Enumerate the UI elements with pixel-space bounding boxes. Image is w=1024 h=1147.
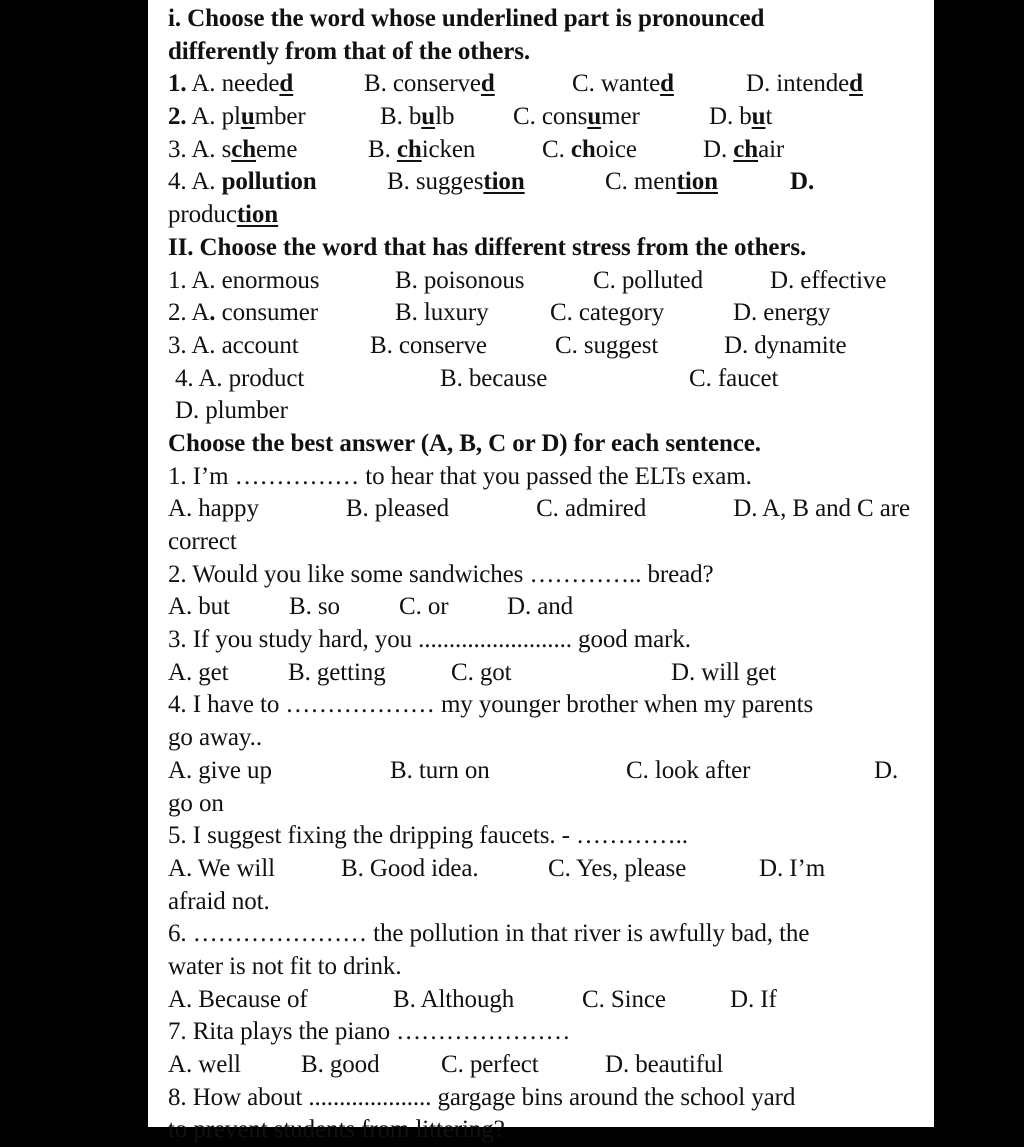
underlined-part: ch [733, 135, 759, 163]
stem-text: 1. I’m …………… to hear that you passed the ELTs exam. [168, 462, 752, 490]
option-c: C. got [451, 658, 512, 686]
option-d: D. intende [746, 70, 850, 98]
option-d-cont: correct [168, 528, 237, 555]
option-b: B. conserve [370, 331, 487, 359]
bold-part: . [209, 299, 216, 327]
question-stem-cont [168, 1114, 918, 1147]
option-b: B. poisonous [395, 266, 525, 294]
option-d-cont: produc [168, 201, 237, 229]
stem-text: 4. I have to ……………… my younger brother when my parents [168, 691, 814, 719]
option-text: lb [435, 103, 455, 131]
question-stem [168, 559, 918, 592]
options-row [168, 1049, 918, 1082]
underlined-part: tion [236, 201, 279, 229]
option-c: C. admired [536, 495, 647, 523]
option-a: A. We will [168, 854, 275, 882]
question-stem [168, 689, 918, 722]
option-c: C. men [605, 168, 677, 196]
option-c: C. suggest [555, 331, 659, 359]
option-c: C. cons [513, 103, 588, 131]
option-a: 1. A. enormous [168, 266, 320, 294]
options-row [168, 493, 918, 526]
option-text: eme [256, 135, 298, 163]
option-c: C. perfect [441, 1051, 539, 1078]
stem-text: 6. ………………… the pollution in that river is awfully bad, the [168, 920, 810, 948]
underlined-part: d [849, 70, 863, 98]
options-row [168, 755, 918, 788]
option-text: consumer [215, 299, 318, 327]
option-c: C. wante [572, 70, 661, 98]
section-iii-heading [168, 428, 918, 461]
option-b: B. good [301, 1051, 380, 1078]
heading-text: Choose the best answer (A, B, C or D) for each sentence. [168, 429, 761, 457]
option-d: D. If [730, 985, 777, 1013]
option-b: B. sugges [387, 168, 484, 196]
option-c: C. polluted [593, 266, 704, 294]
question-row-cont [168, 395, 918, 428]
underlined-part: d [279, 70, 294, 98]
option-c: C. faucet [689, 364, 779, 392]
option-a: A. happy [168, 495, 259, 523]
stem-text: to prevent students from littering? [168, 1116, 505, 1144]
option-a: A. Because of [168, 985, 308, 1013]
options-row [168, 853, 918, 886]
heading-text: i. Choose the word whose underlined part is pronounced [168, 5, 765, 32]
option-d: D. beautiful [605, 1051, 724, 1078]
option-b: B. Although [393, 985, 515, 1013]
question-number: 1. [168, 70, 187, 98]
option-c: C. Since [582, 985, 666, 1013]
option-b: B. b [380, 103, 422, 131]
question-row [168, 363, 918, 396]
option-b: B. pleased [345, 495, 450, 523]
option-c: C. or [399, 593, 449, 621]
stem-text: 2. Would you like some sandwiches ………….. bread? [168, 560, 714, 588]
option-text: air [758, 135, 785, 163]
option-b: B. getting [288, 658, 386, 686]
option-text: mber [254, 103, 306, 131]
question-row-cont [168, 199, 918, 232]
question-number: 2. [168, 103, 187, 131]
option-d: D. and [507, 593, 574, 621]
bold-part: pollution [221, 168, 317, 196]
option-a: 4. A. [168, 168, 222, 196]
options-row-cont [168, 886, 918, 919]
option-b: B. so [289, 593, 340, 621]
underlined-part: tion [676, 168, 718, 196]
option-b: B. because [440, 364, 548, 392]
question-stem [168, 624, 918, 657]
option-b: B. luxury [395, 299, 489, 327]
question-row [168, 101, 918, 134]
underlined-part: u [240, 103, 255, 131]
option-b: B. turn on [390, 756, 490, 784]
option-c: C. category [550, 299, 665, 327]
option-b: B. [368, 135, 397, 163]
document-page [148, 0, 934, 1144]
option-d-cont: afraid not. [168, 887, 270, 915]
heading-text: differently from that of the others. [168, 37, 531, 65]
option-d: D. [790, 168, 815, 196]
stem-text: 7. Rita plays the piano ………………… [168, 1018, 571, 1046]
question-stem [168, 461, 918, 494]
option-d: D. dynamite [724, 331, 847, 359]
option-c: C. [542, 135, 571, 163]
underlined-part: ch [231, 135, 257, 163]
option-c: C. look after [626, 756, 751, 784]
option-d: D. [703, 135, 734, 163]
question-stem-cont [168, 722, 918, 755]
option-d: D. plumber [175, 397, 288, 425]
option-a: 4. A. product [175, 364, 305, 392]
section-i-heading-cont [168, 36, 918, 69]
question-stem-cont [168, 951, 918, 984]
option-c: C. Yes, please [548, 854, 687, 882]
question-row [168, 166, 918, 199]
options-row-cont [168, 788, 918, 821]
underlined-part: d [660, 70, 674, 98]
section-i-heading [168, 3, 918, 36]
option-a: A. pl [186, 103, 241, 131]
option-a: A. well [168, 1051, 241, 1078]
option-d: D. A, B and C are [733, 495, 910, 523]
option-a: 2. A [168, 299, 210, 327]
question-row [168, 265, 918, 298]
underlined-part: d [480, 70, 495, 98]
option-d: D. I’m [759, 854, 826, 882]
stem-text: 3. If you study hard, you ......................... good mark. [168, 626, 691, 654]
options-row-cont [168, 526, 918, 559]
underlined-part: u [751, 103, 766, 131]
heading-text: II. Choose the word that has different stress from the others. [168, 233, 807, 261]
underlined-part: ch [396, 135, 422, 163]
stem-text: go away.. [168, 724, 262, 752]
option-d: D. [874, 756, 899, 784]
question-stem [168, 918, 918, 951]
option-text: mer [601, 103, 640, 131]
worksheet-content [168, 3, 918, 1147]
section-ii-heading [168, 232, 918, 265]
underlined-part: tion [483, 168, 525, 196]
stem-text: 5. I suggest fixing the dripping faucets. - ………….. [168, 822, 688, 850]
option-a: A. but [168, 593, 230, 621]
option-d: D. will get [671, 658, 777, 686]
question-stem [168, 1016, 918, 1049]
option-text: icken [421, 135, 476, 163]
options-row [168, 657, 918, 690]
question-stem [168, 820, 918, 853]
option-d: D. b [709, 103, 752, 131]
question-row [168, 68, 918, 101]
option-a: 3. A. account [168, 331, 299, 359]
option-a: A. give up [168, 756, 272, 784]
option-text: oice [595, 135, 637, 163]
option-a: A. get [168, 658, 229, 686]
option-a: 3. A. s [168, 135, 232, 163]
options-row [168, 591, 918, 624]
option-text: t [765, 103, 773, 131]
question-stem [168, 1082, 918, 1115]
option-b: B. conserve [364, 70, 481, 98]
question-row [168, 297, 918, 330]
option-b: B. Good idea. [341, 854, 479, 882]
options-row [168, 984, 918, 1017]
question-row [168, 330, 918, 363]
option-d: D. effective [770, 266, 887, 294]
bold-part: ch [570, 135, 596, 163]
option-d-cont: go on [168, 789, 224, 817]
underlined-part: u [421, 103, 436, 131]
option-d: D. energy [733, 299, 831, 327]
question-row [168, 134, 918, 167]
option-a: A. neede [186, 70, 280, 98]
stem-text: water is not fit to drink. [168, 952, 402, 980]
stem-text: 8. How about .................... gargage bins around the school yard [168, 1083, 796, 1111]
underlined-part: u [587, 103, 602, 131]
